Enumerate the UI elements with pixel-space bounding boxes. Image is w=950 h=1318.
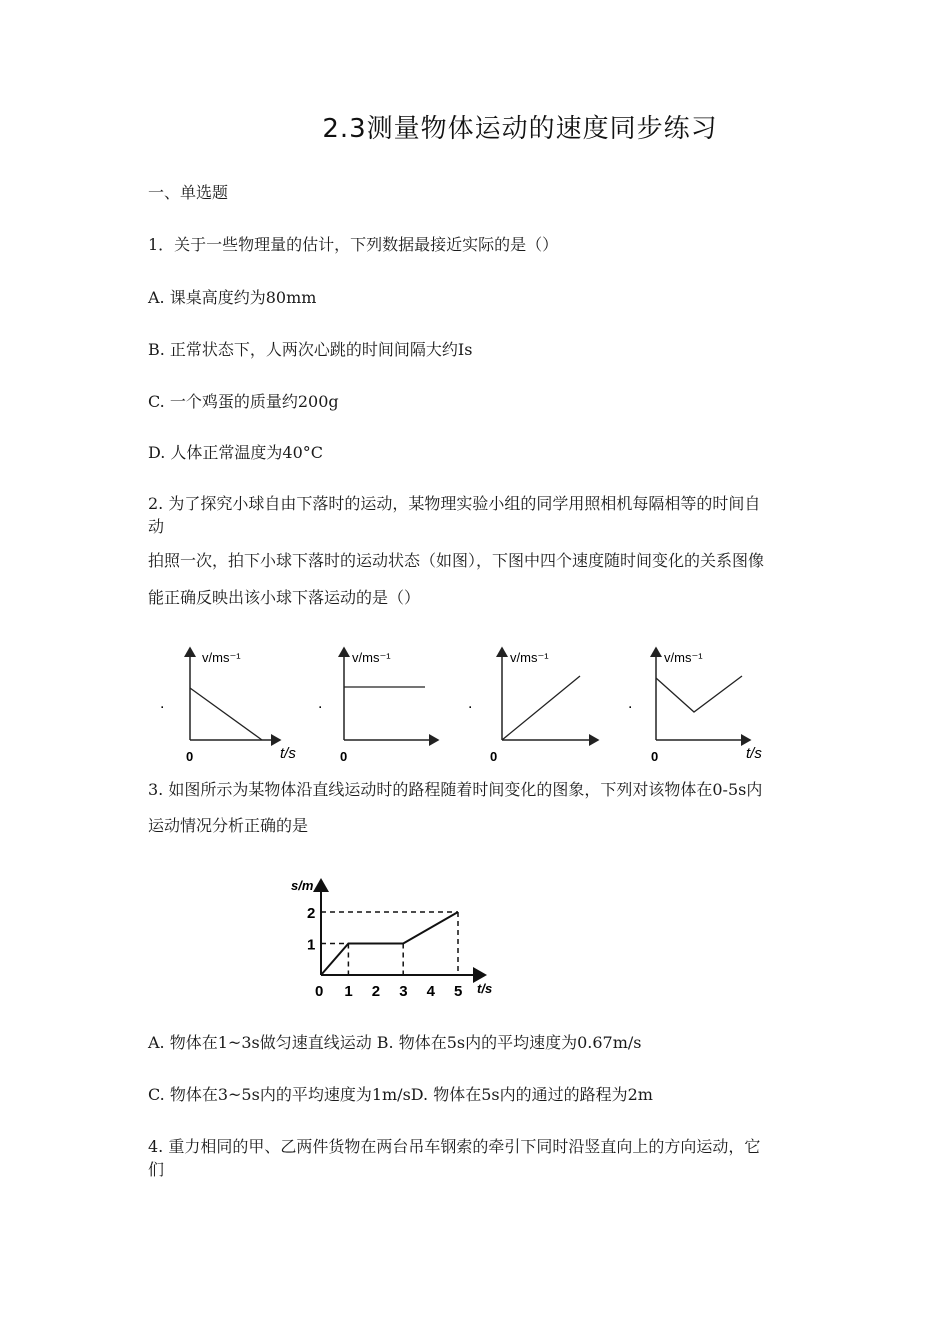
graph-option-3: [468, 648, 598, 764]
y-axis-label: s/m: [291, 878, 314, 893]
graph-4-marker: .: [628, 695, 633, 712]
graph-3-ylabel: v/ms⁻¹: [510, 650, 549, 665]
velocity-time-graphs: [150, 640, 790, 768]
graph-3-marker: .: [468, 695, 473, 712]
graph-1-xlabel: t/s: [280, 745, 296, 762]
question-4-line-1b: 们: [148, 1160, 165, 1179]
x-tick-label: 0: [315, 983, 324, 1000]
question-3-line-1: 3. 如图所示为某物体沿直线运动时的路程随着时间变化的图象，下列对该物体在0-5s内: [148, 780, 763, 799]
question-2-line-3: 能正确反映出该小球下落运动的是（）: [148, 588, 421, 607]
question-1-option-b: B. 正常状态下，人两次心跳的时间间隔大约Is: [148, 340, 473, 359]
x-tick-label: 4: [426, 983, 435, 1000]
graph-1-marker: .: [160, 695, 165, 712]
question-3-options-ab: A. 物体在1~3s做匀速直线运动 B. 物体在5s内的平均速度为0.67m/s: [148, 1033, 642, 1052]
graph-option-4: [628, 648, 762, 764]
question-2-line-1b: 动: [148, 517, 165, 536]
graph-2-marker: .: [318, 695, 323, 712]
question-1-stem: 1．关于一些物理量的估计，下列数据最接近实际的是（）: [148, 235, 559, 254]
section-heading: 一、单选题: [148, 183, 229, 202]
x-tick-label: 1: [344, 983, 353, 1000]
graph-1-ylabel: v/ms⁻¹: [202, 650, 241, 665]
graph-2-ylabel: v/ms⁻¹: [352, 650, 391, 665]
y-tick-label: 2: [307, 905, 316, 922]
graph-1-origin: 0: [186, 749, 194, 764]
x-tick-label: 2: [371, 983, 381, 1000]
graph-option-1: [160, 648, 296, 764]
graph-3-origin: 0: [490, 749, 498, 764]
question-1-option-a: A. 课桌高度约为80mm: [148, 288, 317, 307]
question-1-option-d: D. 人体正常温度为40°C: [148, 443, 324, 462]
graph-option-2: [318, 648, 438, 764]
question-3-options-cd: C. 物体在3~5s内的平均速度为1m/sD. 物体在5s内的通过的路程为2m: [148, 1085, 653, 1104]
graph-2-origin: 0: [340, 749, 348, 764]
x-tick-label: 5: [454, 983, 463, 1000]
question-3-line-2: 运动情况分析正确的是: [148, 816, 309, 835]
question-1-option-c: C. 一个鸡蛋的质量约200g: [148, 392, 339, 411]
question-2-line-2: 拍照一次，拍下小球下落时的运动状态（如图），下图中四个速度随时间变化的关系图像: [148, 551, 765, 570]
x-axis-label: t/s: [477, 981, 493, 996]
x-tick-label: 3: [399, 983, 408, 1000]
question-2-line-1: 2. 为了探究小球自由下落时的运动，某物理实验小组的同学用照相机每隔相等的时间自: [148, 494, 761, 513]
page-title: 2.3测量物体运动的速度同步练习: [322, 114, 718, 144]
graph-4-origin: 0: [651, 749, 659, 764]
y-tick-label: 1: [307, 936, 316, 954]
tick-labels: [307, 905, 462, 1000]
distance-time-chart: [285, 870, 515, 1000]
graph-4-ylabel: v/ms⁻¹: [664, 650, 703, 665]
question-4-line-1: 4. 重力相同的甲、乙两件货物在两台吊车钢索的牵引下同时沿竖直向上的方向运动，它: [148, 1137, 761, 1156]
graph-4-xlabel: t/s: [746, 745, 762, 762]
